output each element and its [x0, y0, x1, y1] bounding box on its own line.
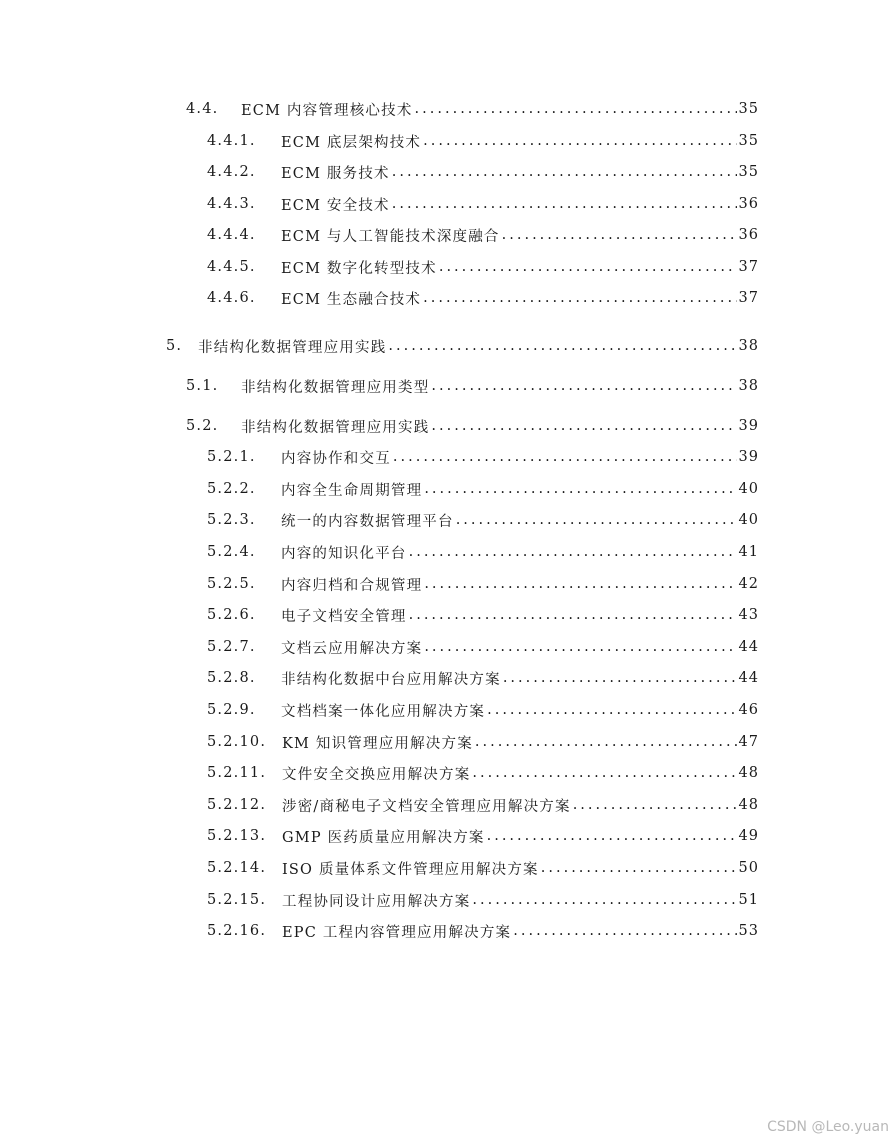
toc-title: 非结构化数据管理应用实践 [198, 339, 387, 356]
toc-title: GMP 医药质量应用解决方案 [282, 829, 485, 846]
toc-dot-leader [415, 101, 737, 117]
toc-dot-leader [409, 607, 737, 623]
toc-entry[interactable] [207, 857, 759, 879]
toc-title: 内容的知识化平台 [281, 545, 407, 562]
toc-page-number: 39 [738, 418, 759, 434]
toc-dot-leader [573, 797, 737, 813]
toc-page-number: 35 [738, 101, 759, 117]
toc-title: ISO 质量体系文件管理应用解决方案 [282, 861, 539, 878]
toc-title: ECM 底层架构技术 [281, 134, 422, 151]
toc-number: 5.2.16. [207, 923, 267, 939]
toc-title: 内容全生命周期管理 [281, 482, 423, 499]
toc-title: EPC 工程内容管理应用解决方案 [282, 924, 512, 941]
toc-dot-leader [431, 378, 736, 394]
toc-entry[interactable] [207, 920, 759, 942]
toc-number: 4.4.2. [207, 164, 256, 180]
toc-page-number: 35 [738, 164, 759, 180]
toc-page-number: 37 [738, 290, 759, 306]
toc-page-number: 47 [738, 734, 759, 750]
toc-entry[interactable] [207, 509, 759, 531]
toc-dot-leader [424, 481, 736, 497]
toc-dot-leader [431, 418, 736, 434]
toc-page-number: 38 [738, 338, 759, 354]
toc-number: 5.2.13. [207, 828, 267, 844]
toc-number: 5.2.4. [207, 544, 256, 560]
toc-title: 非结构化数据管理应用实践 [241, 419, 430, 436]
toc-entry[interactable] [207, 794, 759, 816]
toc-dot-leader [423, 290, 736, 306]
toc-dot-leader [456, 512, 737, 528]
toc-title: 电子文档安全管理 [281, 608, 407, 625]
toc-page-number: 38 [738, 378, 759, 394]
toc-number: 4.4.1. [207, 133, 256, 149]
toc-dot-leader [503, 670, 737, 686]
toc-dot-leader [472, 765, 736, 781]
toc-title: 文档档案一体化应用解决方案 [281, 703, 486, 720]
toc-entry[interactable] [207, 287, 759, 309]
toc-entry[interactable] [166, 335, 759, 357]
toc-number: 5.2.10. [207, 734, 267, 750]
toc-title: ECM 服务技术 [281, 165, 390, 182]
toc-title: 工程协同设计应用解决方案 [282, 893, 471, 910]
toc-page-number: 53 [738, 923, 759, 939]
toc-page-number: 39 [738, 449, 759, 465]
toc-page-number: 48 [738, 765, 759, 781]
toc-number: 5.2.5. [207, 576, 256, 592]
toc-title: 非结构化数据管理应用类型 [241, 379, 430, 396]
toc-number: 4.4.5. [207, 259, 256, 275]
toc-page-number: 35 [738, 133, 759, 149]
toc-number: 4.4. [186, 101, 219, 117]
toc-page-number: 36 [738, 196, 759, 212]
toc-page-number: 42 [738, 576, 759, 592]
toc-dot-leader [475, 734, 737, 750]
toc-page-number: 50 [738, 860, 759, 876]
toc-entry[interactable] [207, 161, 759, 183]
toc-entry[interactable] [207, 699, 759, 721]
toc-page-number: 40 [738, 512, 759, 528]
toc-number: 5.2.6. [207, 607, 256, 623]
toc-page-number: 43 [738, 607, 759, 623]
toc-entry[interactable] [207, 636, 759, 658]
toc-number: 5.2. [186, 418, 219, 434]
toc-dot-leader [439, 259, 737, 275]
toc-title: ECM 数字化转型技术 [281, 260, 437, 277]
toc-number: 4.4.6. [207, 290, 256, 306]
toc-entry[interactable] [207, 478, 759, 500]
toc-entry[interactable] [207, 825, 759, 847]
toc-dot-leader [392, 196, 737, 212]
toc-page-number: 44 [738, 670, 759, 686]
toc-entry[interactable] [207, 762, 759, 784]
toc-number: 5.2.11. [207, 765, 267, 781]
toc-title: 文档云应用解决方案 [281, 640, 423, 657]
toc-number: 4.4.3. [207, 196, 256, 212]
toc-dot-leader [502, 227, 737, 243]
toc-number: 5.2.15. [207, 892, 267, 908]
toc-title: ECM 内容管理核心技术 [241, 102, 413, 119]
toc-entry[interactable] [207, 224, 759, 246]
toc-dot-leader [393, 449, 737, 465]
toc-number: 5.1. [186, 378, 219, 394]
toc-entry[interactable] [207, 256, 759, 278]
toc-title: 统一的内容数据管理平台 [281, 513, 454, 530]
toc-entry[interactable] [207, 130, 759, 152]
toc-page-number: 41 [738, 544, 759, 560]
toc-entry[interactable] [207, 731, 759, 753]
toc-number: 5.2.14. [207, 860, 267, 876]
toc-entry[interactable] [207, 667, 759, 689]
toc-dot-leader [513, 923, 736, 939]
toc-entry[interactable] [186, 375, 759, 397]
toc-entry[interactable] [186, 98, 759, 120]
toc-number: 4.4.4. [207, 227, 256, 243]
toc-title: 涉密/商秘电子文档安全管理应用解决方案 [282, 798, 571, 815]
watermark: CSDN @Leo.yuan [767, 1119, 889, 1135]
toc-title: 文件安全交换应用解决方案 [282, 766, 471, 783]
toc-number: 5. [166, 338, 183, 354]
toc-dot-leader [487, 828, 737, 844]
toc-number: 5.2.9. [207, 702, 256, 718]
toc-page-number: 49 [738, 828, 759, 844]
toc-dot-leader [409, 544, 737, 560]
toc-number: 5.2.12. [207, 797, 267, 813]
toc-dot-leader [392, 164, 737, 180]
toc-page-number: 40 [738, 481, 759, 497]
toc-number: 5.2.8. [207, 670, 256, 686]
toc-page-number: 48 [738, 797, 759, 813]
toc-page-number: 44 [738, 639, 759, 655]
toc-number: 5.2.7. [207, 639, 256, 655]
toc-dot-leader [472, 892, 736, 908]
toc-dot-leader [424, 639, 736, 655]
toc-title: ECM 安全技术 [281, 197, 390, 214]
toc-dot-leader [487, 702, 736, 718]
toc-entry[interactable] [207, 573, 759, 595]
toc-title: KM 知识管理应用解决方案 [282, 735, 473, 752]
toc-entry[interactable] [186, 415, 759, 437]
toc-title: 非结构化数据中台应用解决方案 [281, 671, 501, 688]
toc-dot-leader [424, 576, 736, 592]
toc-entry[interactable] [207, 604, 759, 626]
toc-title: 内容协作和交互 [281, 450, 391, 467]
toc-page-number: 36 [738, 227, 759, 243]
toc-title: ECM 生态融合技术 [281, 291, 422, 308]
toc-entry[interactable] [207, 541, 759, 563]
toc-entry[interactable] [207, 193, 759, 215]
toc-page-number: 37 [738, 259, 759, 275]
toc-number: 5.2.3. [207, 512, 256, 528]
toc-dot-leader [388, 338, 736, 354]
toc-number: 5.2.2. [207, 481, 256, 497]
toc-page-number: 51 [738, 892, 759, 908]
toc-dot-leader [541, 860, 737, 876]
toc-dot-leader [423, 133, 736, 149]
toc-number: 5.2.1. [207, 449, 256, 465]
toc-entry[interactable] [207, 446, 759, 468]
toc-entry[interactable] [207, 889, 759, 911]
toc-title: 内容归档和合规管理 [281, 577, 423, 594]
toc-title: ECM 与人工智能技术深度融合 [281, 228, 500, 245]
toc-page-number: 46 [738, 702, 759, 718]
